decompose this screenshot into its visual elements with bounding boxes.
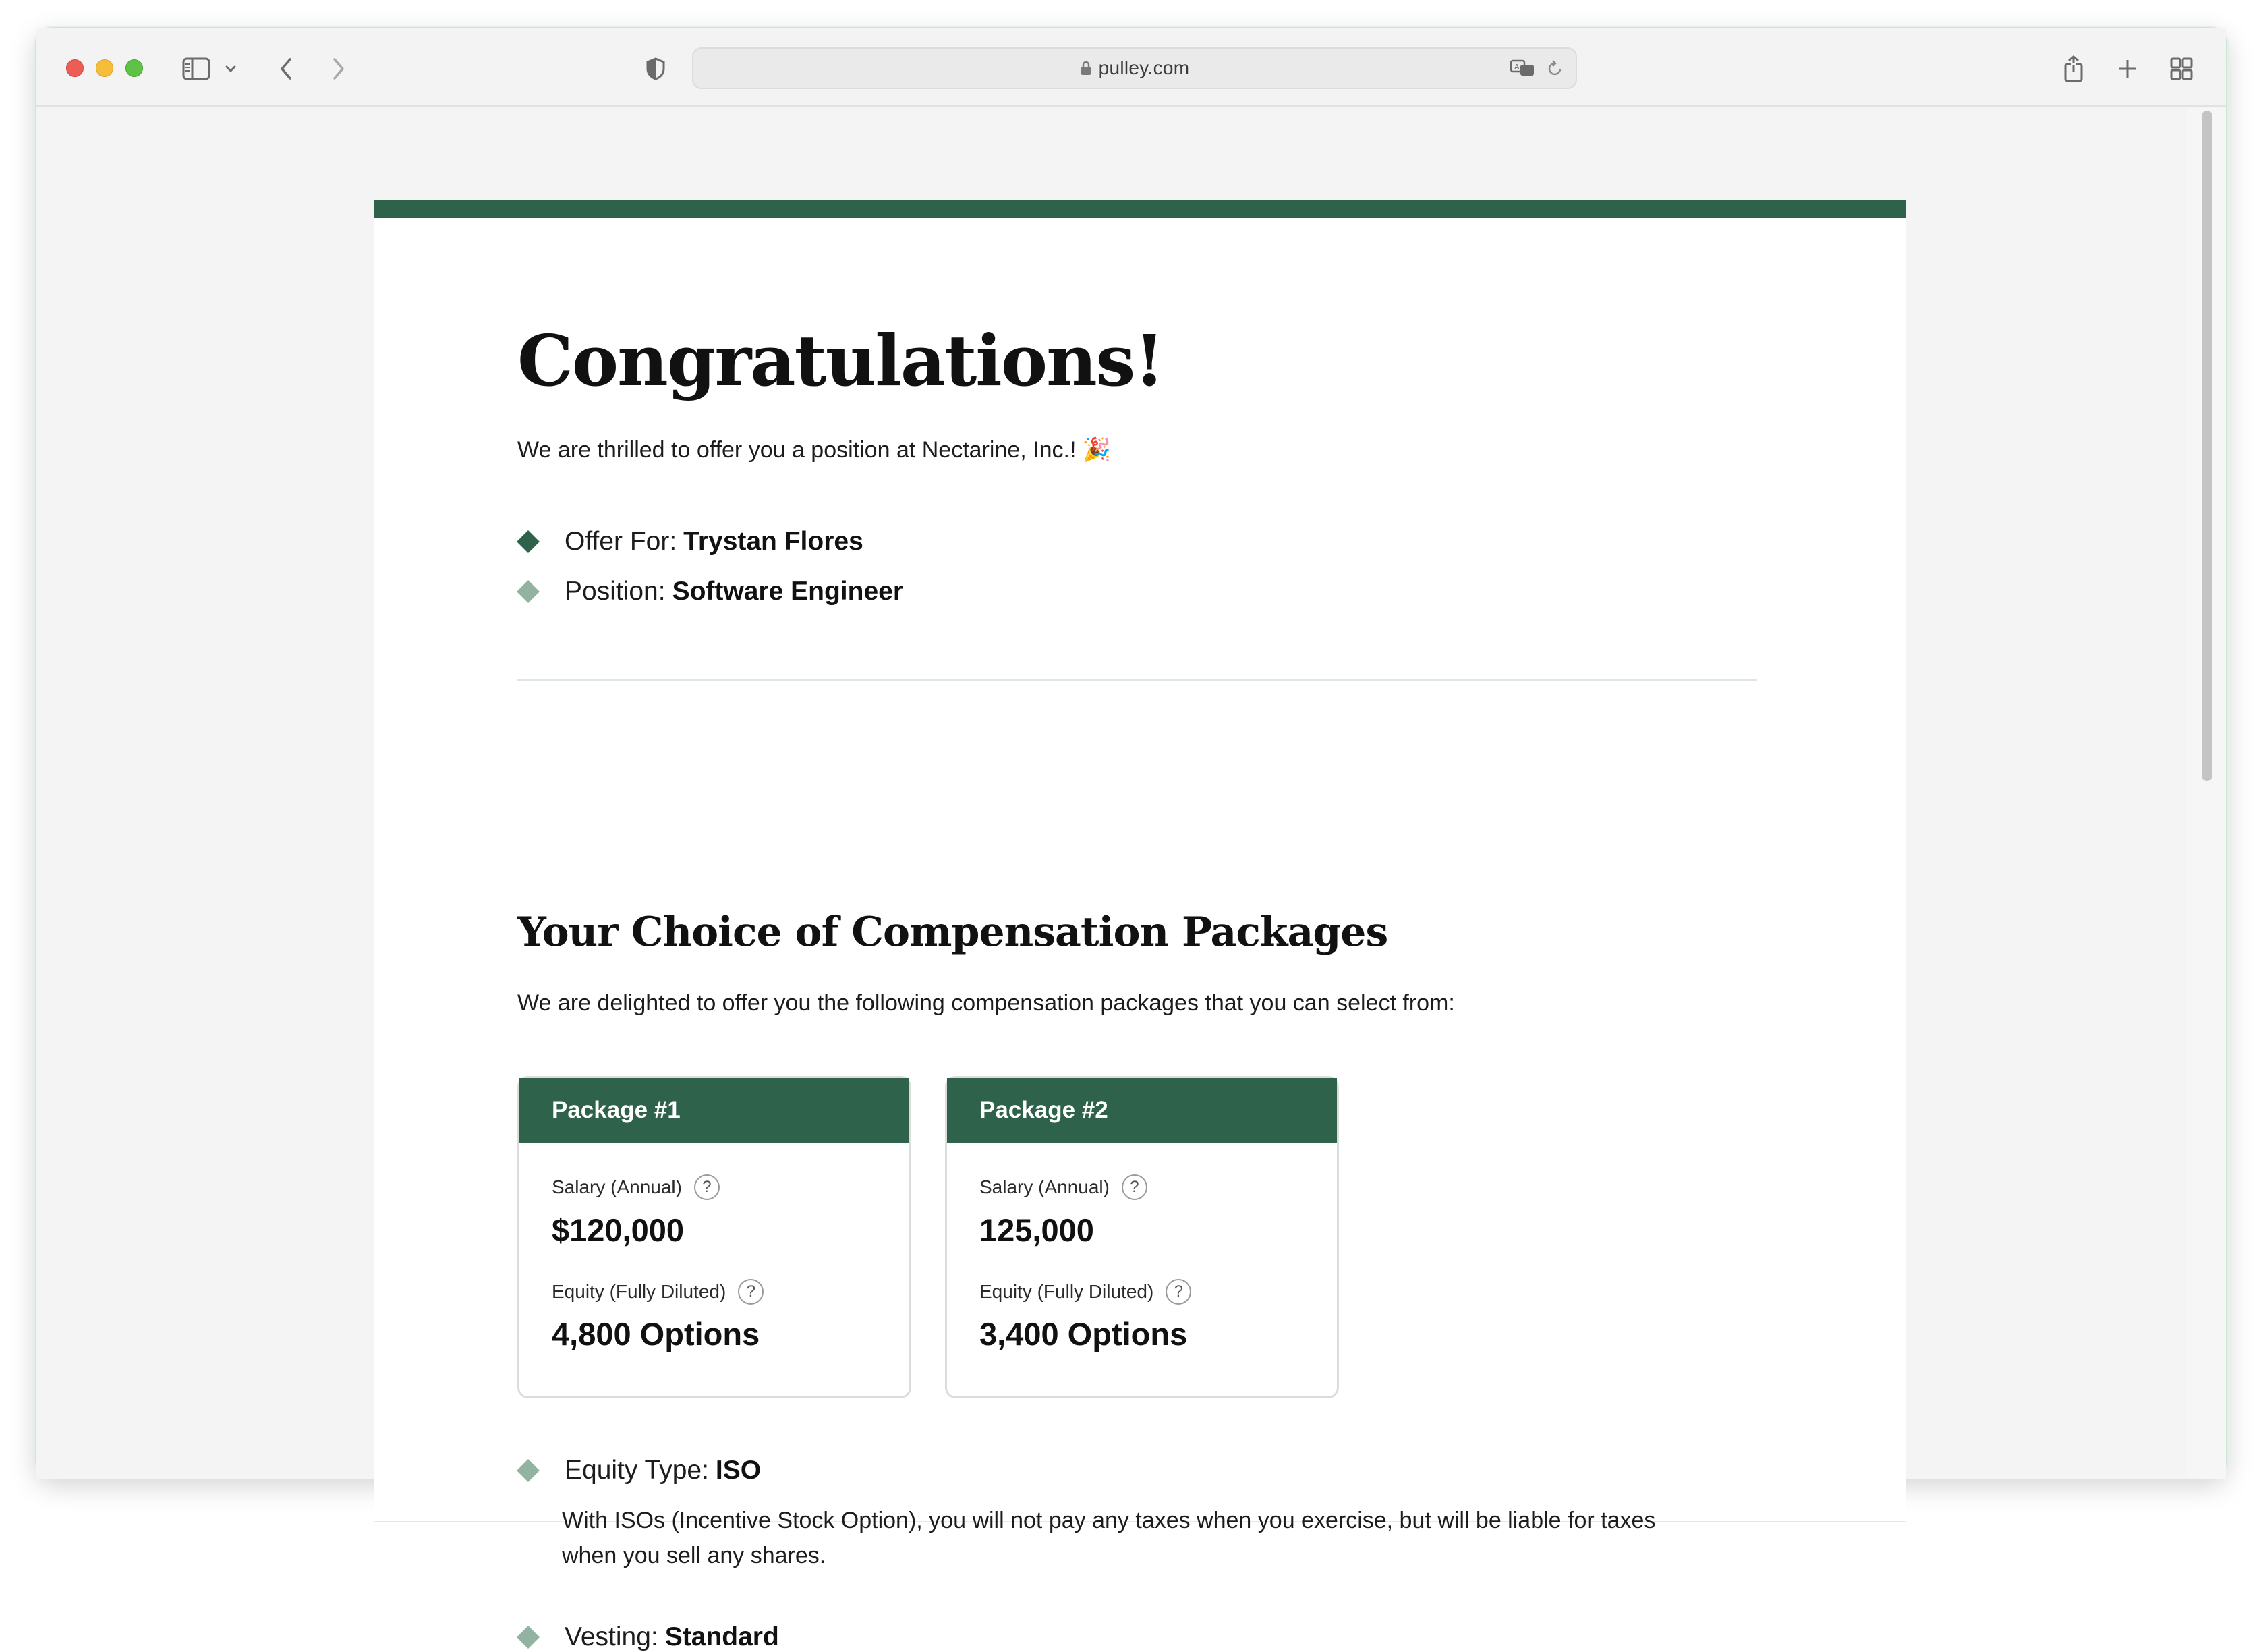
equity-label [552, 1279, 764, 1305]
card-accent-bar [374, 200, 1906, 218]
equity-type-value: ISO [715, 1456, 762, 1485]
equity-label [979, 1279, 1191, 1305]
position-label: Position: [565, 577, 666, 606]
help-icon[interactable]: ? [738, 1279, 764, 1305]
package-header: Package #1 [519, 1078, 909, 1143]
vesting-label: Vesting: [565, 1622, 658, 1651]
equity-type-label: Equity Type: [565, 1456, 709, 1485]
salary-label [552, 1174, 720, 1200]
compensation-subtitle: We are delighted to offer you the following compensation packages that you can select from: [517, 990, 1455, 1016]
browser-window [35, 27, 2227, 1651]
scrollbar[interactable] [2187, 108, 2226, 1479]
salary-value: $120,000 [552, 1212, 685, 1248]
salary-label [979, 1174, 1147, 1200]
diamond-bullet-icon [517, 1459, 540, 1482]
diamond-bullet-icon [517, 530, 540, 553]
equity-value: 4,800 Options [552, 1316, 760, 1352]
svg-text:A: A [1514, 63, 1520, 72]
salary-label-text: Salary (Annual) [979, 1176, 1110, 1197]
equity-label-text: Equity (Fully Diluted) [979, 1281, 1154, 1302]
position-row [517, 577, 903, 606]
help-icon[interactable]: ? [694, 1174, 720, 1200]
address-bar[interactable] [692, 47, 1577, 89]
equity-type-description: With ISOs (Incentive Stock Option), you will not pay any taxes when you exercise, but will be liable for taxes when you sell any shares. [562, 1508, 1656, 1568]
intro-text: We are thrilled to offer you a position at Nectarine, Inc.! 🎉 [517, 437, 1112, 463]
help-icon[interactable]: ? [1122, 1174, 1147, 1200]
url-text: pulley.com [1098, 57, 1190, 78]
tab-overview-icon[interactable] [2168, 49, 2195, 89]
back-icon[interactable] [273, 49, 299, 89]
diamond-bullet-icon [517, 1626, 540, 1649]
browser-toolbar [36, 28, 2226, 107]
zoom-window-button[interactable] [125, 59, 143, 77]
scrollbar-thumb[interactable] [2202, 111, 2212, 781]
help-icon[interactable]: ? [1166, 1279, 1191, 1305]
diamond-bullet-icon [517, 580, 540, 603]
compensation-title: Your Choice of Compensation Packages [517, 909, 1388, 956]
reload-icon[interactable] [1545, 49, 1565, 88]
equity-label-text: Equity (Fully Diluted) [552, 1281, 726, 1302]
privacy-shield-icon[interactable] [642, 49, 669, 89]
vesting-value: Standard [664, 1622, 779, 1651]
section-divider [517, 679, 1757, 681]
new-tab-icon[interactable] [2114, 49, 2141, 89]
forward-icon[interactable] [325, 49, 352, 89]
offer-for-row [517, 527, 863, 557]
share-icon[interactable] [2060, 49, 2087, 89]
equity-type-row [517, 1456, 761, 1485]
translate-icon[interactable] [1508, 49, 1538, 88]
minimize-window-button[interactable] [96, 59, 113, 77]
salary-value: 125,000 [979, 1212, 1094, 1248]
chevron-down-icon[interactable] [223, 49, 239, 89]
lock-icon [1080, 60, 1092, 76]
offer-for-value: Trystan Flores [683, 527, 863, 556]
package-card-2[interactable] [945, 1076, 1339, 1398]
page-viewport [36, 108, 2226, 1651]
offer-for-label: Offer For: [565, 527, 677, 556]
package-card-1[interactable] [517, 1076, 911, 1398]
close-window-button[interactable] [66, 59, 84, 77]
position-value: Software Engineer [672, 577, 904, 606]
salary-label-text: Salary (Annual) [552, 1176, 682, 1197]
vesting-row [517, 1622, 779, 1652]
sidebar-icon[interactable] [179, 49, 213, 89]
page-title: Congratulations! [517, 319, 1164, 402]
equity-value: 3,400 Options [979, 1316, 1188, 1352]
offer-letter-card [374, 200, 1906, 1651]
package-header: Package #2 [947, 1078, 1337, 1143]
